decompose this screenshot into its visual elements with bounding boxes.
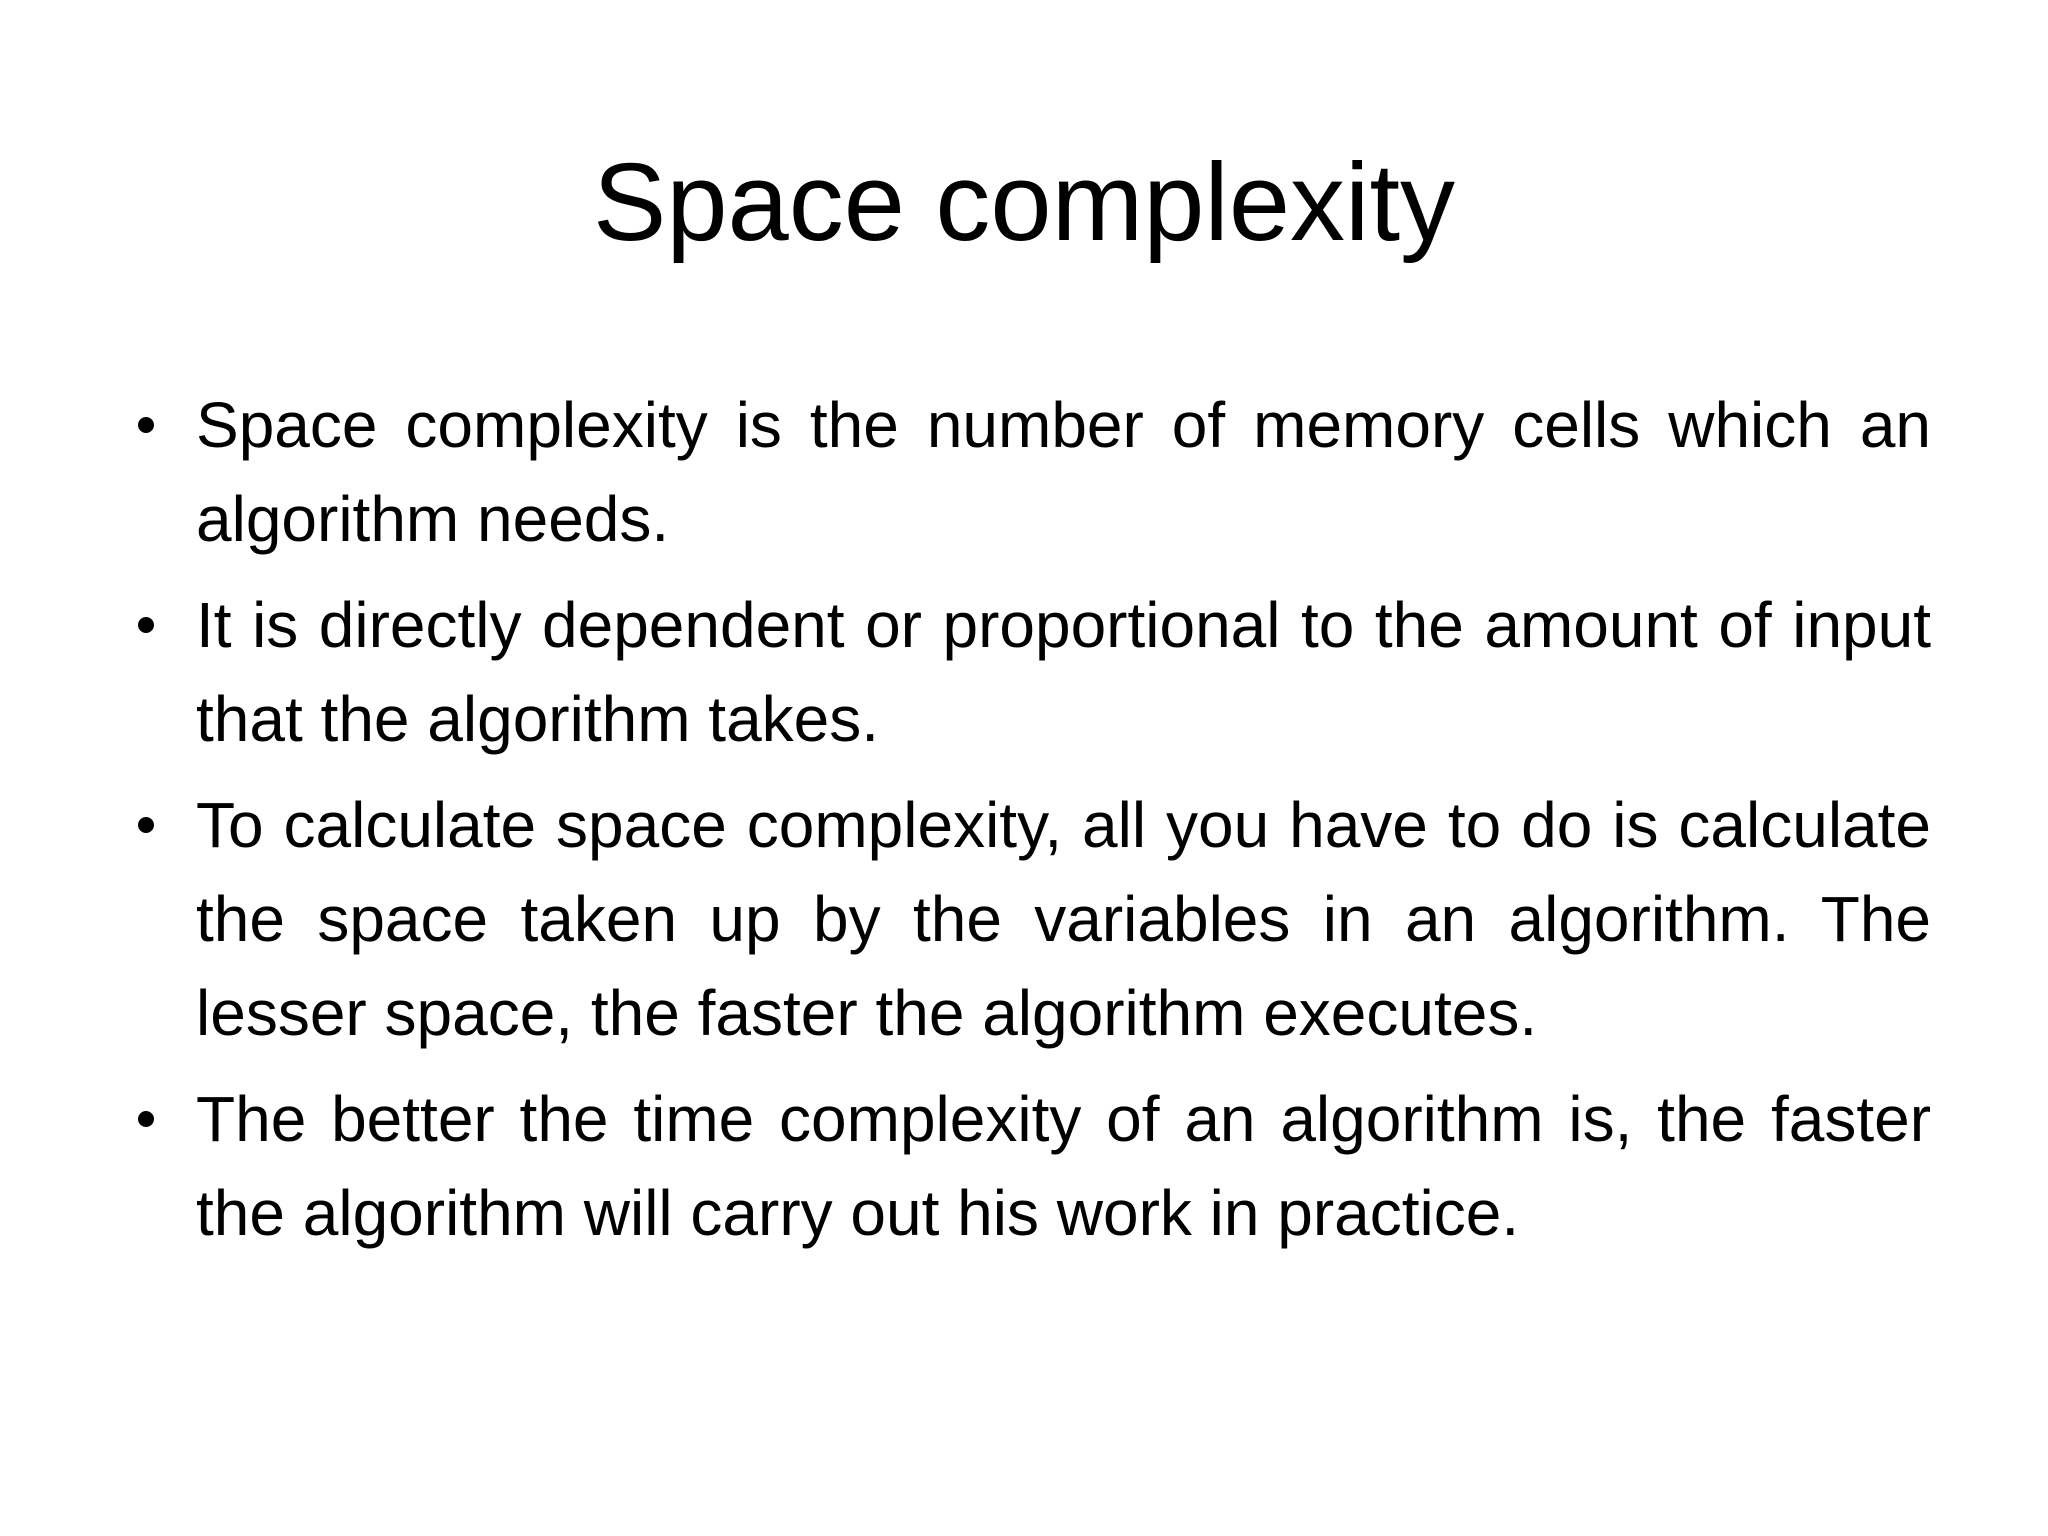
bullet-list [196, 378, 1931, 1272]
bullet-item [196, 578, 1931, 766]
bullet-text: The better the time complexity of an algorithm is, the faster the algorithm will carry out his work in practice. [196, 1083, 1931, 1249]
bullet-dot-icon [126, 1072, 166, 1166]
bullet-dot-icon [126, 778, 166, 872]
bullet-item [196, 778, 1931, 1060]
bullet-text: To calculate space complexity, all you have to do is calculate the space taken up by the variables in an algorithm. The lesser space, the faster the algorithm executes. [196, 789, 1931, 1049]
bullet-item [196, 378, 1931, 566]
bullet-item [196, 1072, 1931, 1260]
bullet-text: It is directly dependent or proportional to the amount of input that the algorithm takes. [196, 589, 1931, 755]
bullet-dot-icon [126, 578, 166, 672]
bullet-dot-icon [126, 378, 166, 472]
bullet-text: Space complexity is the number of memory cells which an algorithm needs. [196, 389, 1931, 555]
slide-title: Space complexity [592, 141, 1456, 264]
